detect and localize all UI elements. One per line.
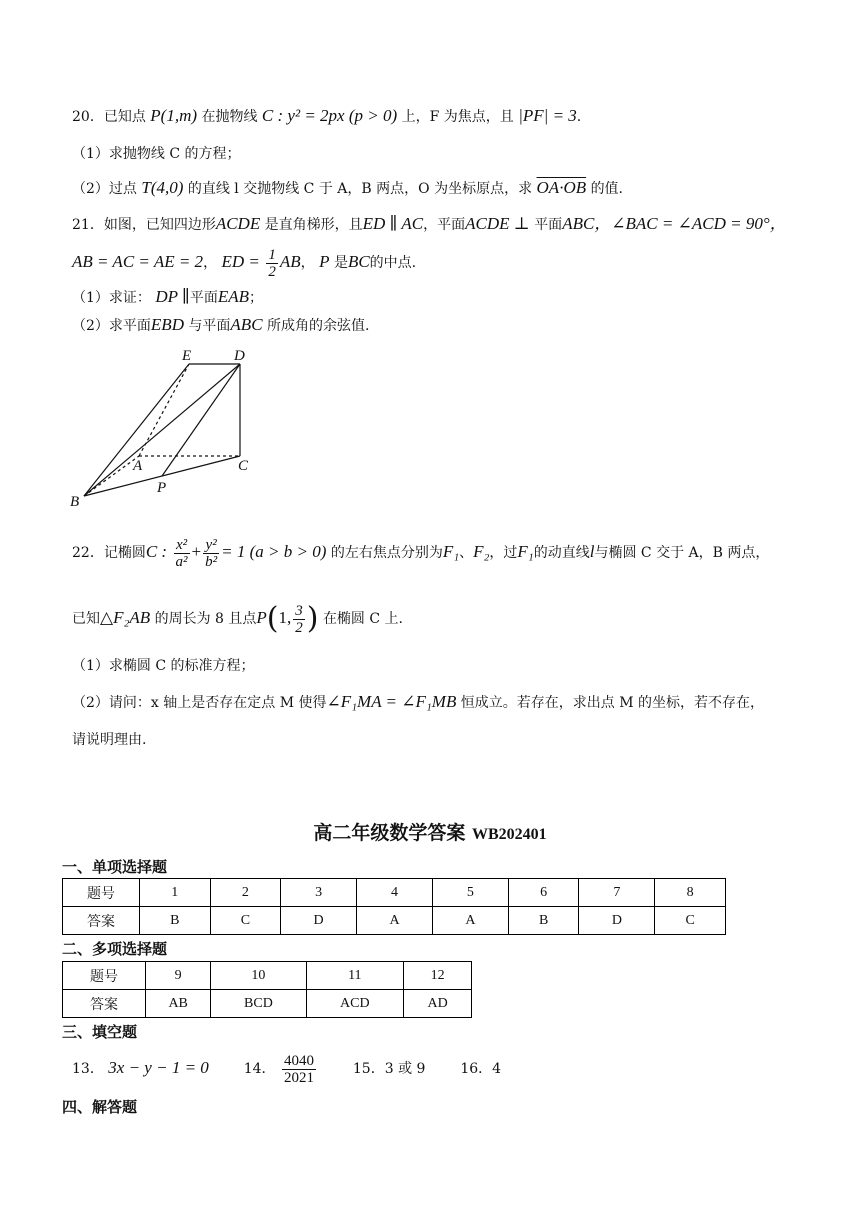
q22-part2-cont: 请说明理由. (72, 732, 147, 748)
row-header: 题号 (63, 879, 140, 907)
section-single-choice: 一、单项选择题 (62, 858, 168, 876)
label-c: C (238, 458, 249, 474)
table-row: 题号 9 10 11 12 (63, 962, 472, 990)
fill-answers: 13． 3x − y − 1 = 0 14． $\frac{4040}{2021}$ 15．3 或 9 16．4 (72, 1052, 502, 1086)
table-row: 答案 AB BCD ACD AD (63, 990, 472, 1018)
q20-part1: （1）求抛物线 C 的方程； (72, 146, 241, 162)
q22-line1: 22．记椭圆C : $\frac{\text{x²}}{\text{a²}}$ + $\frac{\text{y²}}{\text{b²}}$ = 1 (a > b > 0) 的左右焦点分别为F₁、F₂，过F₁的动直线l与椭圆 C 交于 A，B 两点， (72, 536, 770, 570)
q22-part2: （2）请问：x 轴上是否存在定点 M 使得∠F₁MA = ∠F₁MB 恒成立。若存在，求出点 M 的坐标，若不存在， (72, 692, 765, 711)
label-p: P (157, 480, 167, 496)
q21-figure (62, 344, 262, 514)
edge-ae (139, 364, 189, 456)
q20-condition: |PF| = 3 (518, 106, 577, 125)
row-header: 答案 (63, 907, 140, 935)
q21-part1: （1）求证： DP ∥平面EAB； (72, 287, 263, 306)
row-header: 题号 (63, 962, 146, 990)
q20-point: P(1,m) (150, 106, 198, 125)
label-b: B (70, 494, 80, 510)
label-a: A (133, 458, 143, 474)
q22-line2: 已知△F₂AB 的周长为 8 且点P(1, $\frac{3}{2}$ ) 在椭圆 C 上. (72, 601, 403, 636)
q20-dot-product: OA·OB (536, 178, 587, 197)
answer-16: 4 (492, 1061, 502, 1077)
q21-part2: （2）求平面EBD 与平面ABC 所成角的余弦值. (72, 315, 370, 334)
q20-parabola: C : y² = 2px (p > 0) (261, 106, 398, 125)
row-header: 答案 (63, 990, 146, 1018)
answer-table-multiple (62, 961, 472, 1018)
q21-fraction: $\frac{1}{2}$ (268, 246, 276, 280)
table-row: 答案 B C D A A B D C (63, 907, 726, 935)
section-solutions: 四、解答题 (62, 1098, 138, 1116)
section-fill-blank: 三、填空题 (62, 1023, 138, 1041)
section-multiple-choice: 二、多项选择题 (62, 940, 168, 958)
q20-part2: （2）过点 T(4,0) 的直线 l 交抛物线 C 于 A，B 两点，O 为坐标原点，求 OA·OB 的值. (72, 178, 624, 197)
q21-line2: AB = AC = AE = 2， ED = $\frac{1}{2}$ AB， P 是BC的中点. (72, 246, 417, 280)
label-d: D (234, 348, 245, 364)
answer-14: $\frac{4040}{2021}$ (283, 1052, 314, 1086)
answer-15: 3 或 9 (384, 1061, 426, 1077)
q22-part1: （1）求椭圆 C 的标准方程； (72, 658, 255, 674)
label-e: E (182, 348, 192, 364)
answer-title: 高二年级数学答案 WB202401 (313, 822, 547, 844)
q20-stem: 20．已知点 P(1,m) 在抛物线 C : y² = 2px (p > 0) 上，F 为焦点，且 |PF| = 3. (72, 106, 582, 125)
answer-13: 3x − y − 1 = 0 (108, 1058, 209, 1077)
edge-be (84, 364, 189, 496)
table-row: 题号 1 2 3 4 5 6 7 8 (63, 879, 726, 907)
q20-point-t: T(4,0) (141, 178, 184, 197)
answer-table-single (62, 878, 726, 935)
q21-line1: 21．如图，已知四边形ACDE 是直角梯形，且ED ∥ AC，平面ACDE ⊥ 平面ABC，∠BAC = ∠ACD = 90°， (72, 214, 787, 233)
